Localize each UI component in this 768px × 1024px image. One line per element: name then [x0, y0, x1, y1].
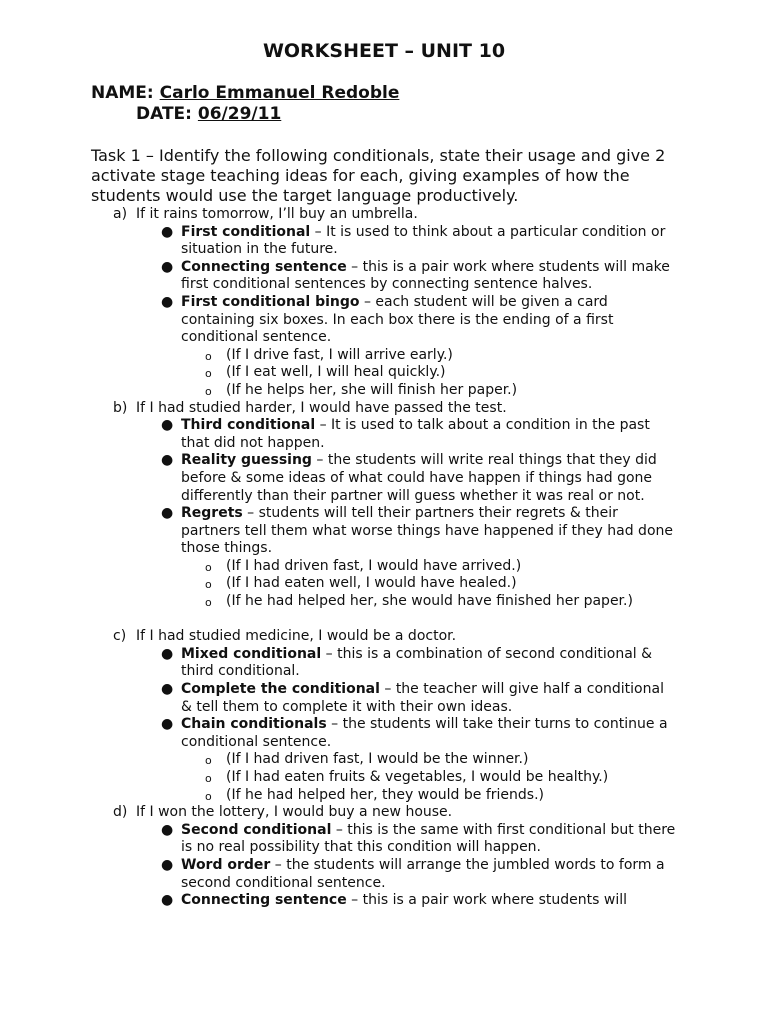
conditional-items — [0, 206, 768, 910]
bullet-description: – It is used to talk about a condition in the past that did not happen. — [181, 417, 650, 451]
circle-bullet-icon: o — [205, 596, 212, 610]
bullet-dot-icon: ● — [161, 293, 174, 310]
bullet-term: Complete the conditional — [181, 681, 380, 698]
bullet-term: First conditional bingo — [181, 293, 360, 310]
example-text: (If he had helped her, they would be friends.) — [226, 786, 544, 803]
bullet-term: Connecting sentence — [181, 892, 347, 909]
item-sentence: If I had studied medicine, I would be a doctor. — [136, 628, 457, 645]
example-text: (If he helps her, she will finish her paper.) — [226, 381, 518, 398]
circle-bullet-icon: o — [205, 789, 212, 803]
example-sentence — [0, 575, 768, 593]
bullet-item — [0, 294, 676, 347]
bullet-dot-icon: ● — [161, 258, 174, 275]
circle-bullet-icon: o — [205, 384, 212, 398]
bullet-description: – each student will be given a card containing six boxes. In each box there is the ending of a first conditional sentence. — [181, 293, 614, 346]
bullet-dot-icon: ● — [161, 821, 174, 838]
item-letter: b) — [113, 399, 128, 416]
bullet-term: Second conditional — [181, 821, 332, 838]
bullet-item — [0, 681, 676, 716]
example-text: (If I had eaten well, I would have healed.) — [226, 575, 517, 592]
example-text: (If he had helped her, she would have finished her paper.) — [226, 593, 633, 610]
bullet-item — [0, 452, 676, 505]
item-letter: c) — [113, 628, 127, 645]
bullet-dot-icon: ● — [161, 681, 174, 698]
item-sentence: If it rains tomorrow, I’ll buy an umbrella. — [136, 206, 418, 222]
example-sentence — [0, 382, 768, 400]
bullet-term: Mixed conditional — [181, 645, 322, 662]
example-sentence — [0, 769, 768, 787]
item-letter: a) — [113, 206, 128, 222]
bullet-item — [0, 892, 676, 910]
bullet-term: Third conditional — [181, 417, 316, 434]
name-value: Carlo Emmanuel Redoble — [159, 83, 400, 103]
example-sentence — [0, 593, 768, 611]
circle-bullet-icon: o — [205, 754, 212, 768]
example-sentence — [0, 787, 768, 805]
bullet-description: – the teacher will give half a conditional & tell them to complete it with their own ideas. — [181, 681, 664, 715]
example-text: (If I had driven fast, I would be the winner.) — [226, 751, 529, 768]
item-sentence-row — [0, 206, 768, 224]
circle-bullet-icon: o — [205, 772, 212, 785]
bullet-dot-icon: ● — [161, 417, 174, 434]
bullet-dot-icon: ● — [161, 223, 174, 240]
example-text: (If I had eaten fruits & vegetables, I would be healthy.) — [226, 769, 609, 785]
bullet-description: – It is used to think about a particular condition or situation in the future. — [181, 223, 666, 258]
circle-bullet-icon: o — [205, 578, 212, 592]
bullet-description: – the students will arrange the jumbled words to form a second conditional sentence. — [181, 856, 665, 891]
example-text: (If I eat well, I will heal quickly.) — [226, 364, 446, 381]
worksheet-title: WORKSHEET – UNIT 10 — [262, 40, 506, 62]
bullet-term: Reality guessing — [181, 452, 312, 469]
bullet-term: Word order — [181, 856, 271, 873]
task-instructions: Task 1 – Identify the following conditionals, state their usage and give 2 activate stage teaching ideas for each, giving examples of how the students would use the target language productively. — [91, 146, 666, 205]
circle-bullet-icon: o — [205, 560, 212, 574]
example-sentence — [0, 347, 768, 365]
bullet-item — [0, 822, 676, 857]
bullet-dot-icon: ● — [161, 892, 174, 909]
bullet-description: – this is the same with first conditional but there is no real possibility that this condition will happen. — [181, 821, 676, 856]
bullet-term: Chain conditionals — [181, 716, 327, 733]
bullet-dot-icon: ● — [161, 505, 174, 522]
item-sentence-row — [0, 628, 768, 646]
conditional-item — [0, 804, 768, 910]
conditional-item — [0, 628, 768, 804]
bullet-item — [0, 716, 676, 751]
item-sentence: If I had studied harder, I would have passed the test. — [136, 399, 507, 416]
bullet-item — [0, 224, 676, 259]
name-label: NAME: — [91, 83, 154, 103]
item-sentence-row — [0, 804, 768, 822]
item-letter: d) — [113, 804, 128, 821]
bullet-description: – this is a combination of second conditional & third conditional. — [181, 645, 653, 680]
bullet-item — [0, 417, 676, 452]
example-text: (If I drive fast, I will arrive early.) — [226, 346, 453, 363]
bullet-item — [0, 646, 676, 681]
conditional-item — [0, 400, 768, 611]
bullet-description: – the students will write real things that they did before & some ideas of what could have happen if things had gone differently than their partner will guess whether it was real or not. — [181, 452, 657, 504]
bullet-item — [0, 857, 676, 892]
circle-bullet-icon: o — [205, 367, 212, 381]
bullet-description: – this is a pair work where students will — [346, 892, 627, 909]
bullet-term: First conditional — [181, 223, 311, 240]
name-line — [91, 83, 399, 103]
bullet-dot-icon: ● — [161, 716, 174, 733]
date-line — [136, 104, 281, 124]
bullet-dot-icon: ● — [161, 856, 174, 873]
bullet-dot-icon: ● — [161, 645, 174, 662]
example-sentence — [0, 751, 768, 769]
circle-bullet-icon: o — [205, 349, 212, 363]
bullet-item — [0, 505, 676, 558]
item-sentence-row — [0, 400, 768, 418]
conditional-item — [0, 206, 768, 400]
bullet-term: Connecting sentence — [181, 258, 347, 275]
item-sentence: If I won the lottery, I would buy a new house. — [136, 804, 453, 821]
bullet-description: – students will tell their partners their regrets & their partners tell them what worse things have happened if they had done those things. — [181, 505, 673, 557]
bullet-term: Regrets — [181, 505, 243, 522]
date-label: DATE: — [136, 104, 192, 124]
bullet-description: – the students will take their turns to continue a conditional sentence. — [181, 716, 668, 750]
bullet-description: – this is a pair work where students will make first conditional sentences by connecting sentence halves. — [181, 258, 670, 293]
bullet-item — [0, 259, 676, 294]
example-sentence — [0, 364, 768, 382]
example-sentence — [0, 558, 768, 576]
bullet-dot-icon: ● — [161, 452, 174, 469]
date-value: 06/29/11 — [197, 104, 282, 124]
blank-line — [0, 611, 768, 629]
example-text: (If I had driven fast, I would have arrived.) — [226, 557, 522, 574]
